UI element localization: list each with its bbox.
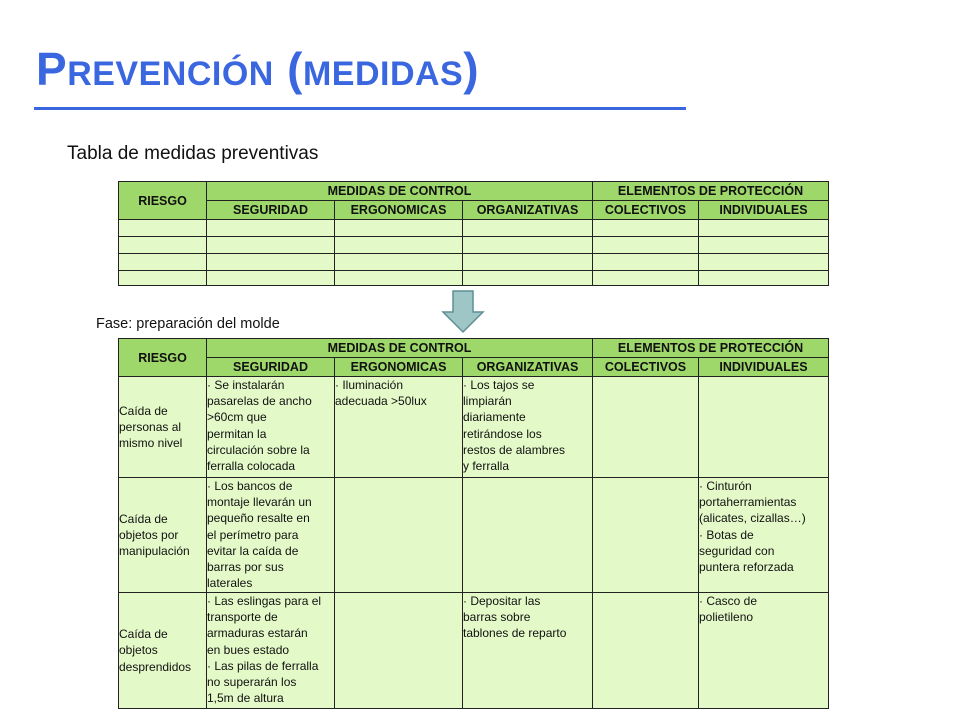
title-paren-open: ( bbox=[273, 43, 303, 95]
cell-line: permitan la bbox=[207, 426, 267, 441]
empty-row bbox=[119, 237, 829, 254]
table-row bbox=[119, 377, 829, 478]
header-medidas-control: MEDIDAS DE CONTROL bbox=[207, 339, 593, 358]
slide-title bbox=[36, 43, 480, 95]
header-riesgo: RIESGO bbox=[119, 339, 207, 377]
cell-organizativas bbox=[463, 377, 593, 478]
header-colectivos: COLECTIVOS bbox=[593, 201, 699, 220]
header-elementos-proteccion: ELEMENTOS DE PROTECCIÓN bbox=[593, 339, 829, 358]
cell-line: barras por sus bbox=[207, 560, 284, 575]
header-riesgo: RIESGO bbox=[119, 182, 207, 220]
header-individuales: INDIVIDUALES bbox=[699, 201, 829, 220]
cell-line: Caída de bbox=[119, 627, 168, 642]
cell-line: armaduras estarán bbox=[207, 626, 308, 641]
cell-line: puntera reforzada bbox=[699, 560, 794, 575]
cell-line: limpiarán bbox=[463, 394, 512, 409]
cell-line: y ferralla bbox=[463, 459, 510, 474]
table-row bbox=[119, 593, 829, 709]
cell-line: evitar la caída de bbox=[207, 543, 299, 558]
cell-line: · Cinturón bbox=[699, 479, 752, 493]
arrow-down-icon bbox=[441, 290, 485, 334]
cell-line: barras sobre bbox=[463, 610, 531, 625]
cell-line: objetos bbox=[119, 643, 158, 658]
title-small: MEDIDAS bbox=[302, 55, 464, 93]
cell-seguridad bbox=[207, 593, 335, 709]
cell-line: · Las pilas de ferralla bbox=[207, 658, 319, 673]
cell-line: restos de alambres bbox=[463, 442, 566, 457]
empty-row bbox=[119, 254, 829, 271]
cell-line: seguridad con bbox=[699, 543, 775, 558]
header-seguridad: SEGURIDAD bbox=[207, 201, 335, 220]
cell-riesgo bbox=[119, 377, 207, 478]
table-row bbox=[119, 478, 829, 593]
cell-seguridad bbox=[207, 478, 335, 593]
title-initial: P bbox=[36, 43, 68, 95]
cell-line: Caída de bbox=[119, 403, 168, 418]
cell-seguridad bbox=[207, 377, 335, 478]
cell-line: diariamente bbox=[463, 410, 526, 425]
measures-table-body bbox=[119, 377, 829, 709]
header-ergonomicas: ERGONOMICAS bbox=[335, 358, 463, 377]
cell-riesgo bbox=[119, 478, 207, 593]
cell-ergonomicas bbox=[335, 593, 463, 709]
cell-ergonomicas bbox=[335, 377, 463, 478]
cell-line: · Los tajos se bbox=[463, 378, 535, 392]
cell-line: manipulación bbox=[119, 544, 190, 559]
title-paren-close: ) bbox=[463, 43, 480, 95]
cell-riesgo bbox=[119, 593, 207, 709]
empty-row bbox=[119, 271, 829, 286]
cell-colectivos bbox=[593, 478, 699, 593]
cell-organizativas bbox=[463, 593, 593, 709]
cell-organizativas bbox=[463, 478, 593, 593]
cell-line: en bues estado bbox=[207, 642, 290, 657]
cell-line: · Se instalarán bbox=[207, 378, 285, 392]
cell-line: objetos por bbox=[119, 527, 179, 542]
cell-line: polietileno bbox=[699, 610, 754, 625]
header-organizativas: ORGANIZATIVAS bbox=[463, 358, 593, 377]
cell-line: · Botas de bbox=[699, 527, 754, 542]
cell-line: desprendidos bbox=[119, 659, 192, 674]
cell-line: 1,5m de altura bbox=[207, 691, 284, 706]
cell-individuales bbox=[699, 593, 829, 709]
cell-line: laterales bbox=[207, 576, 253, 591]
cell-line: mismo nivel bbox=[119, 436, 183, 451]
cell-individuales bbox=[699, 478, 829, 593]
cell-line: no superarán los bbox=[207, 675, 297, 690]
cell-line: adecuada >50lux bbox=[335, 394, 427, 409]
measures-table bbox=[118, 338, 829, 709]
fase-label: Fase: preparación del molde bbox=[96, 316, 280, 332]
cell-line: · Las eslingas para el bbox=[207, 594, 322, 608]
title-rest: REVENCIÓN bbox=[67, 55, 274, 93]
cell-line: tablones de reparto bbox=[463, 626, 567, 641]
cell-line: pasarelas de ancho bbox=[207, 394, 312, 409]
cell-line: (alicates, cizallas…) bbox=[699, 511, 806, 526]
cell-ergonomicas bbox=[335, 478, 463, 593]
cell-line: personas al bbox=[119, 419, 182, 434]
cell-line: · Iluminación bbox=[335, 378, 404, 392]
cell-line: · Casco de bbox=[699, 594, 758, 608]
header-organizativas: ORGANIZATIVAS bbox=[463, 201, 593, 220]
cell-line: >60cm que bbox=[207, 410, 267, 425]
header-colectivos: COLECTIVOS bbox=[593, 358, 699, 377]
template-table bbox=[118, 181, 829, 286]
empty-row bbox=[119, 220, 829, 237]
cell-line: portaherramientas bbox=[699, 495, 797, 510]
cell-line: · Depositar las bbox=[463, 594, 541, 608]
cell-colectivos bbox=[593, 377, 699, 478]
header-medidas-control: MEDIDAS DE CONTROL bbox=[207, 182, 593, 201]
cell-line: · Los bancos de bbox=[207, 479, 293, 493]
cell-line: pequeño resalte en bbox=[207, 511, 310, 526]
cell-line: retirándose los bbox=[463, 426, 542, 441]
header-ergonomicas: ERGONOMICAS bbox=[335, 201, 463, 220]
title-underline bbox=[34, 107, 686, 110]
cell-colectivos bbox=[593, 593, 699, 709]
cell-line: ferralla colocada bbox=[207, 459, 296, 474]
cell-line: Caída de bbox=[119, 511, 168, 526]
subtitle: Tabla de medidas preventivas bbox=[67, 143, 319, 164]
cell-line: montaje llevarán un bbox=[207, 495, 312, 510]
header-individuales: INDIVIDUALES bbox=[699, 358, 829, 377]
cell-line: el perímetro para bbox=[207, 527, 299, 542]
cell-line: circulación sobre la bbox=[207, 442, 310, 457]
cell-line: transporte de bbox=[207, 610, 278, 625]
cell-individuales bbox=[699, 377, 829, 478]
header-elementos-proteccion: ELEMENTOS DE PROTECCIÓN bbox=[593, 182, 829, 201]
header-seguridad: SEGURIDAD bbox=[207, 358, 335, 377]
